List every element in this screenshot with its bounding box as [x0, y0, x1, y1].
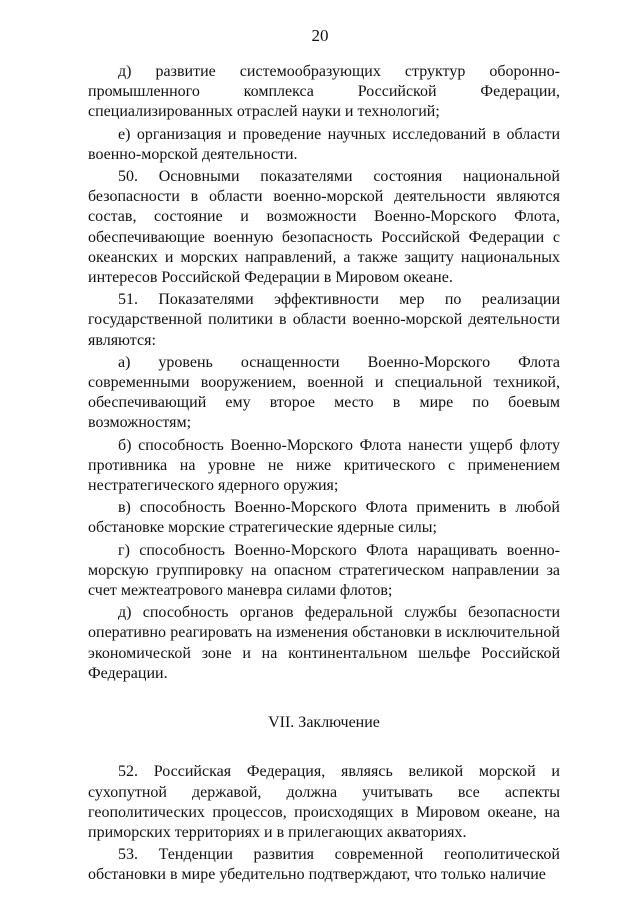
paragraph-51: 51. Показателями эффективности мер по реализации государственной политики в области военно-морской деятельности являются: [88, 291, 560, 349]
paragraph-53: 53. Тенденции развития современной геополитической обстановки в мире убедительно подтверждают, что только наличие [88, 846, 560, 884]
page-number: 20 [311, 26, 329, 45]
document-body [88, 62, 560, 888]
section-heading: VII. Заключение [268, 714, 380, 732]
paragraph-50: 50. Основными показателями состояния национальной безопасности в области военно-морской деятельности являются состав, состояние и возможности Военно-Морского Флота, обеспечивающие военную безопасность Российской Федерации с океанских и морских направлений, а также защиту национальных интересов Российской Федерации в Мировом океане. [88, 168, 560, 287]
paragraph-52: 52. Российская Федерация, являясь великой морской и сухопутной державой, должна учитывать все аспекты геополитических процессов, происходящих в Мировом океане, на приморских территориях и в прилегающих акваториях. [88, 763, 560, 841]
paragraph-item-e-research: е) организация и проведение научных исследований в области военно-морской деятельности. [88, 125, 560, 163]
paragraph-51-item-a: а) уровень оснащенности Военно-Морского Флота современными вооружением, военной и специальной техникой, обеспечивающий ему второе место в мире по боевым возможностям; [88, 353, 560, 432]
paragraph-51-item-b: б) способность Военно-Морского Флота нанести ущерб флоту противника на уровне не ниже критического с применением нестратегического ядерного оружия; [88, 436, 560, 495]
paragraph-51-item-g: г) способность Военно-Морского Флота наращивать военно-морскую группировку на опасном стратегическом направлении за счет межтеатрового маневра силами флотов; [88, 541, 560, 600]
paragraph-item-d-industry: д) развитие системообразующих структур оборонно-промышленного комплекса Российской Федерации, специализированных отраслей науки и технологий; [88, 63, 560, 121]
paragraph-51-item-v: в) способность Военно-Морского Флота применить в любой обстановке морские стратегические ядерные силы; [88, 499, 560, 537]
paragraph-51-item-d: д) способность органов федеральной службы безопасности оперативно реагировать на изменения обстановки в исключительной экономической зоне и на континентальном шельфе Российской Федерации. [88, 604, 560, 682]
